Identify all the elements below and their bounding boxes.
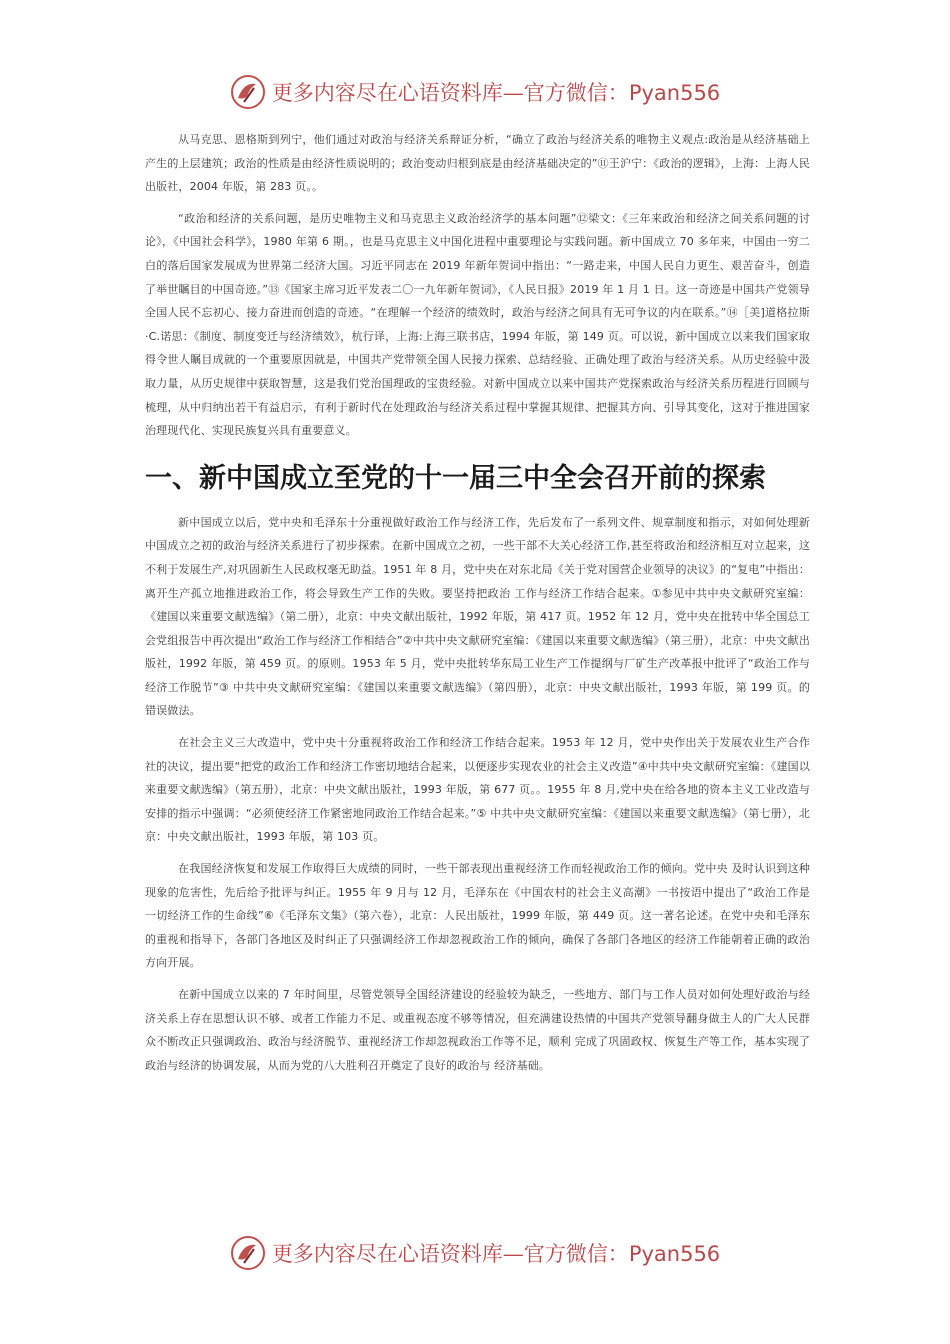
- banner-text: 更多内容尽在心语资料库—官方微信：Pyan556: [271, 81, 721, 105]
- footer-banner: [0, 1233, 950, 1273]
- paragraph-section-3: 在我国经济恢复和发展工作取得巨大成绩的同时，一些干部表现出重视经济工作而轻视政治工作的倾向。党中央 及时认识到这种现象的危害性，先后给予批评与纠正。1955 年 9 月与 12 月，毛泽东在《中国农村的社会主义高潮》一书按语中提出了“政治工作是一切经济工作的生命线”⑥《毛泽东文集》（第六卷），北京：人民出版社，1999 年版，第 449 页。这一著名论述。在党中央和毛泽东的重视和指导下，各部门各地区及时纠正了只强调经济工作却忽视政治工作的倾向，确保了各部门各地区的经济工作能朝着正确的政治方向开展。: [145, 862, 810, 970]
- logo-icon: [230, 74, 266, 110]
- paragraph-section-2: 在社会主义三大改造中，党中央十分重视将政治工作和经济工作结合起来。1953 年 12 月，党中央作出关于发展农业生产合作社的决议，提出要“把党的政治工作和经济工作密切地结合起来，以便逐步实现农业的社会主义改造”④中共中央文献研究室编：《建国以来重要文献选编》（第五册），北京：中央文献出版社，1993 年版，第 677 页。。1955 年 8 月,党中央在给各地的资本主义工业改造与安排的指示中强调：“必须使经济工作紧密地同政治工作结合起来。”⑤ 中共中央文献研究室编：《建国以来重要文献选编》（第七册），北京：中央文献出版社，1993 年版，第 103 页。: [145, 736, 810, 844]
- paragraph-intro-1: 从马克思、恩格斯到列宁，他们通过对政治与经济关系辩证分析，“确立了政治与经济关系的唯物主义观点:政治是从经济基础上产生的上层建筑；政治的性质是由经济性质说明的；政治变动归根到底是由经济基础决定的”⑪王沪宁：《政治的逻辑》，上海：上海人民出版社，2004 年版，第 283 页。。: [145, 133, 810, 194]
- wechat-id: Pyan556: [628, 1242, 721, 1266]
- header-banner: [0, 72, 950, 112]
- section-heading: 一、新中国成立至党的十一届三中全会召开前的探索: [145, 462, 766, 494]
- paragraph-section-1: 新中国成立以后，党中央和毛泽东十分重视做好政治工作与经济工作，先后发布了一系列文件、规章制度和指示，对如何处理新中国成立之初的政治与经济关系进行了初步探索。在新中国成立之初，一些干部不大关心经济工作,甚至将政治和经济相互对立起来，这不利于发展生产,对巩固新生人民政权毫无助益。1951 年 8 月，党中央在对东北局《关于党对国营企业领导的决议》的“复电”中指出：离开生产孤立地推进政治工作，将会导致生产工作的失败。要坚持把政治 工作与经济工作结合起来。①参见中共中央文献研究室编：《建国以来重要文献选编》（第二册），北京：中央文献出版社，1992 年版，第 417 页。1952 年 12 月，党中央在批转中华全国总工会党组报告中再次提出“政治工作与经济工作相结合”②中共中央文献研究室编：《建国以来重要文献选编》（第三册），北京：中央文献出版社，1992 年版，第 459 页。的原则。1953 年 5 月，党中央批转华东局工业生产工作提纲与厂矿生产改革报中批评了“政治工作与经济工作脱节”③ 中共中央文献研究室编：《建国以来重要文献选编》（第四册），北京：中央文献出版社，1993 年版，第 199 页。的错误做法。: [145, 515, 810, 718]
- wechat-id: Pyan556: [628, 81, 721, 105]
- logo-icon: [230, 1235, 266, 1271]
- paragraph-section-4: 在新中国成立以来的 7 年时间里，尽管党领导全国经济建设的经验较为缺乏，一些地方、部门与工作人员对如何处理好政治与经济关系上存在思想认识不够、或者工作能力不足、或重视态度不够等情况，但充满建设热情的中国共产党领导翻身做主人的广大人民群众不断改正只强调政治、政治与经济脱节、重视经济工作却忽视政治工作等不足，顺利 完成了巩固政权、恢复生产等工作，基本实现了政治与经济的协调发展，从而为党的八大胜利召开奠定了良好的政治与 经济基础。: [145, 988, 810, 1072]
- banner-text: 更多内容尽在心语资料库—官方微信：Pyan556: [271, 1242, 721, 1266]
- page-content: [145, 128, 810, 1085]
- paragraph-intro-2: “政治和经济的关系问题，是历史唯物主义和马克思主义政治经济学的基本问题”⑫梁文：《三年来政治和经济之间关系问题的讨论》，《中国社会科学》，1980 年第 6 期。，也是马克思主义中国化进程中重要理论与实践问题。新中国成立 70 多年来，中国由一穷二白的落后国家发展成为世界第二经济大国。习近平同志在 2019 年新年贺词中指出：“一路走来，中国人民自力更生、艰苦奋斗，创造了举世瞩目的中国奇迹。”⑬《国家主席习近平发表二〇一九年新年贺词》，《人民日报》2019 年 1 月 1 日。这一奇迹是中国共产党领导全国人民不忘初心、接力奋进而创造的奇迹。“在理解一个经济的绩效时，政治与经济之间具有无可争议的内在联系。”⑭［美]道格拉斯·C.诺思：《制度、制度变迁与经济绩效》，杭行译，上海:上海三联书店，1994 年版，第 149 页。可以说，新中国成立以来我们国家取得令世人瞩目成就的一个重要原因就是，中国共产党带领全国人民接力探索、总结经验、正确处理了政治与经济关系。从历史经验中汲取力量，从历史规律中获取智慧，这是我们党治国理政的宝贵经验。对新中国成立以来中国共产党探索政治与经济关系历程进行回顾与梳理，从中归纳出若干有益启示，有利于新时代在处理政治与经济关系过程中掌握其规律、把握其方向、引导其变化，这对于推进国家治理现代化、实现民族复兴具有重要意义。: [145, 211, 810, 438]
